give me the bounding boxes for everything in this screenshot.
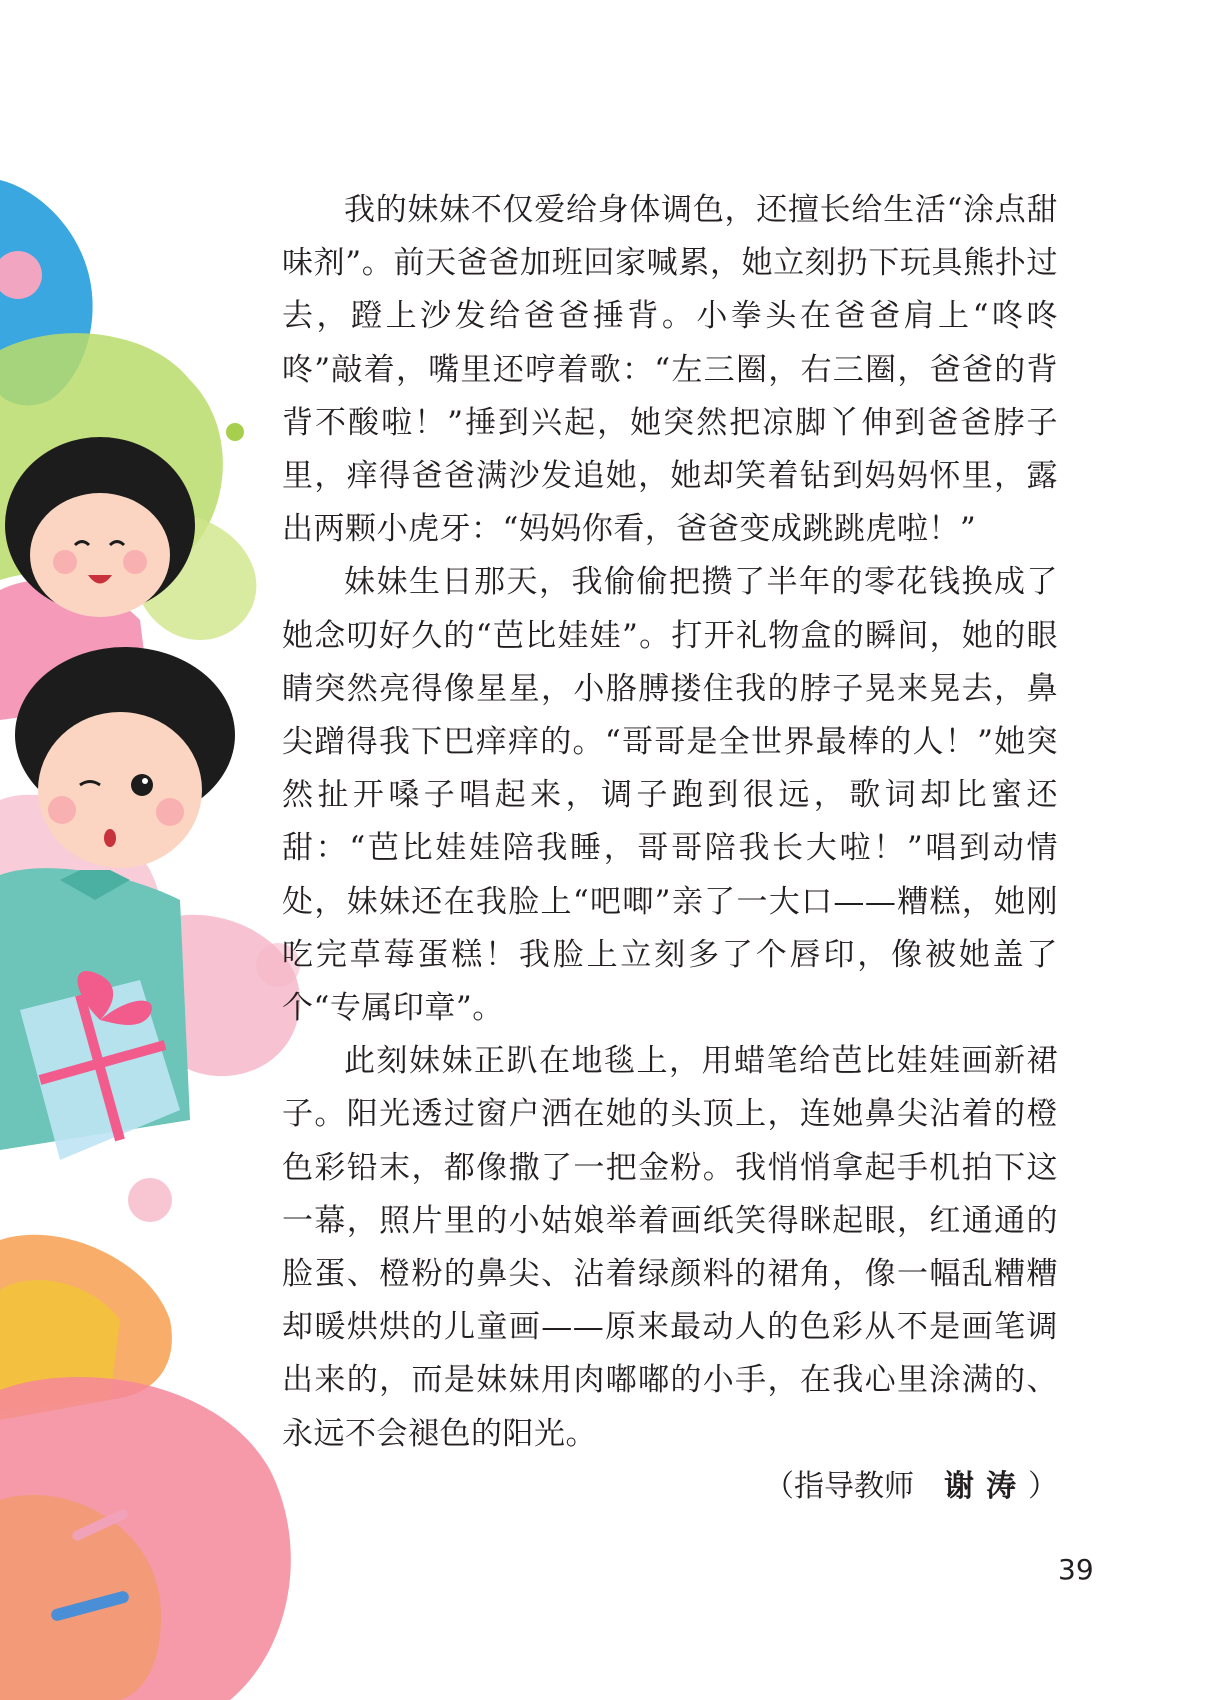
children-illustration: [0, 0, 330, 1700]
article-paragraph: 此刻妹妹正趴在地毯上，用蜡笔给芭比娃娃画新裙子。阳光透过窗户洒在她的头顶上，连她鼻尖沾着的橙色彩铅末，都像撒了一把金粉。我悄悄拿起手机拍下这一幕，照片里的小姑娘举着画纸笑得眯起眼，红通通的脸蛋、橙粉的鼻尖、沾着绿颜料的裙角，像一幅乱糟糟却暖烘烘的儿童画——原来最动人的色彩从不是画笔调出来的，而是妹妹用肉嘟嘟的小手，在我心里涂满的、永远不会褪色的阳光。: [282, 1043, 1058, 1452]
article-paragraph: 我的妹妹不仅爱给身体调色，还擅长给生活“涂点甜味剂”。前天爸爸加班回家喊累，她立刻扔下玩具熊扑过去，蹬上沙发给爸爸捶背。小拳头在爸爸肩上“咚咚咚”敲着，嘴里还哼着歌：“左三圈，右三圈，爸爸的背背不酸啦！”捶到兴起，她突然把凉脚丫伸到爸爸脖子里，痒得爸爸满沙发追她，她却笑着钻到妈妈怀里，露出两颗小虎牙：“妈妈你看，爸爸变成跳跳虎啦！”: [282, 192, 1058, 548]
article-paragraph: 妹妹生日那天，我偷偷把攒了半年的零花钱换成了她念叨好久的“芭比娃娃”。打开礼物盒的瞬间，她的眼睛突然亮得像星星，小胳膊搂住我的脖子晃来晃去，鼻尖蹭得我下巴痒痒的。“哥哥是全世界最棒的人！”她突然扯开嗓子唱起来，调子跑到很远，歌词却比蜜还甜：“芭比娃娃陪我睡，哥哥陪我长大啦！”唱到动情处，妹妹还在我脸上“吧唧”亲了一大口——糟糕，她刚吃完草莓蛋糕！我脸上立刻多了个唇印，像被她盖了个“专属印章”。: [282, 564, 1058, 1027]
page-number: 39: [1058, 1553, 1094, 1586]
signature-label: （指导教师: [764, 1469, 914, 1504]
article-body: [282, 184, 1058, 1461]
teacher-signature: [282, 1462, 1058, 1512]
signature-close: ）: [1028, 1469, 1058, 1504]
teacher-name: 谢涛: [944, 1469, 1028, 1504]
